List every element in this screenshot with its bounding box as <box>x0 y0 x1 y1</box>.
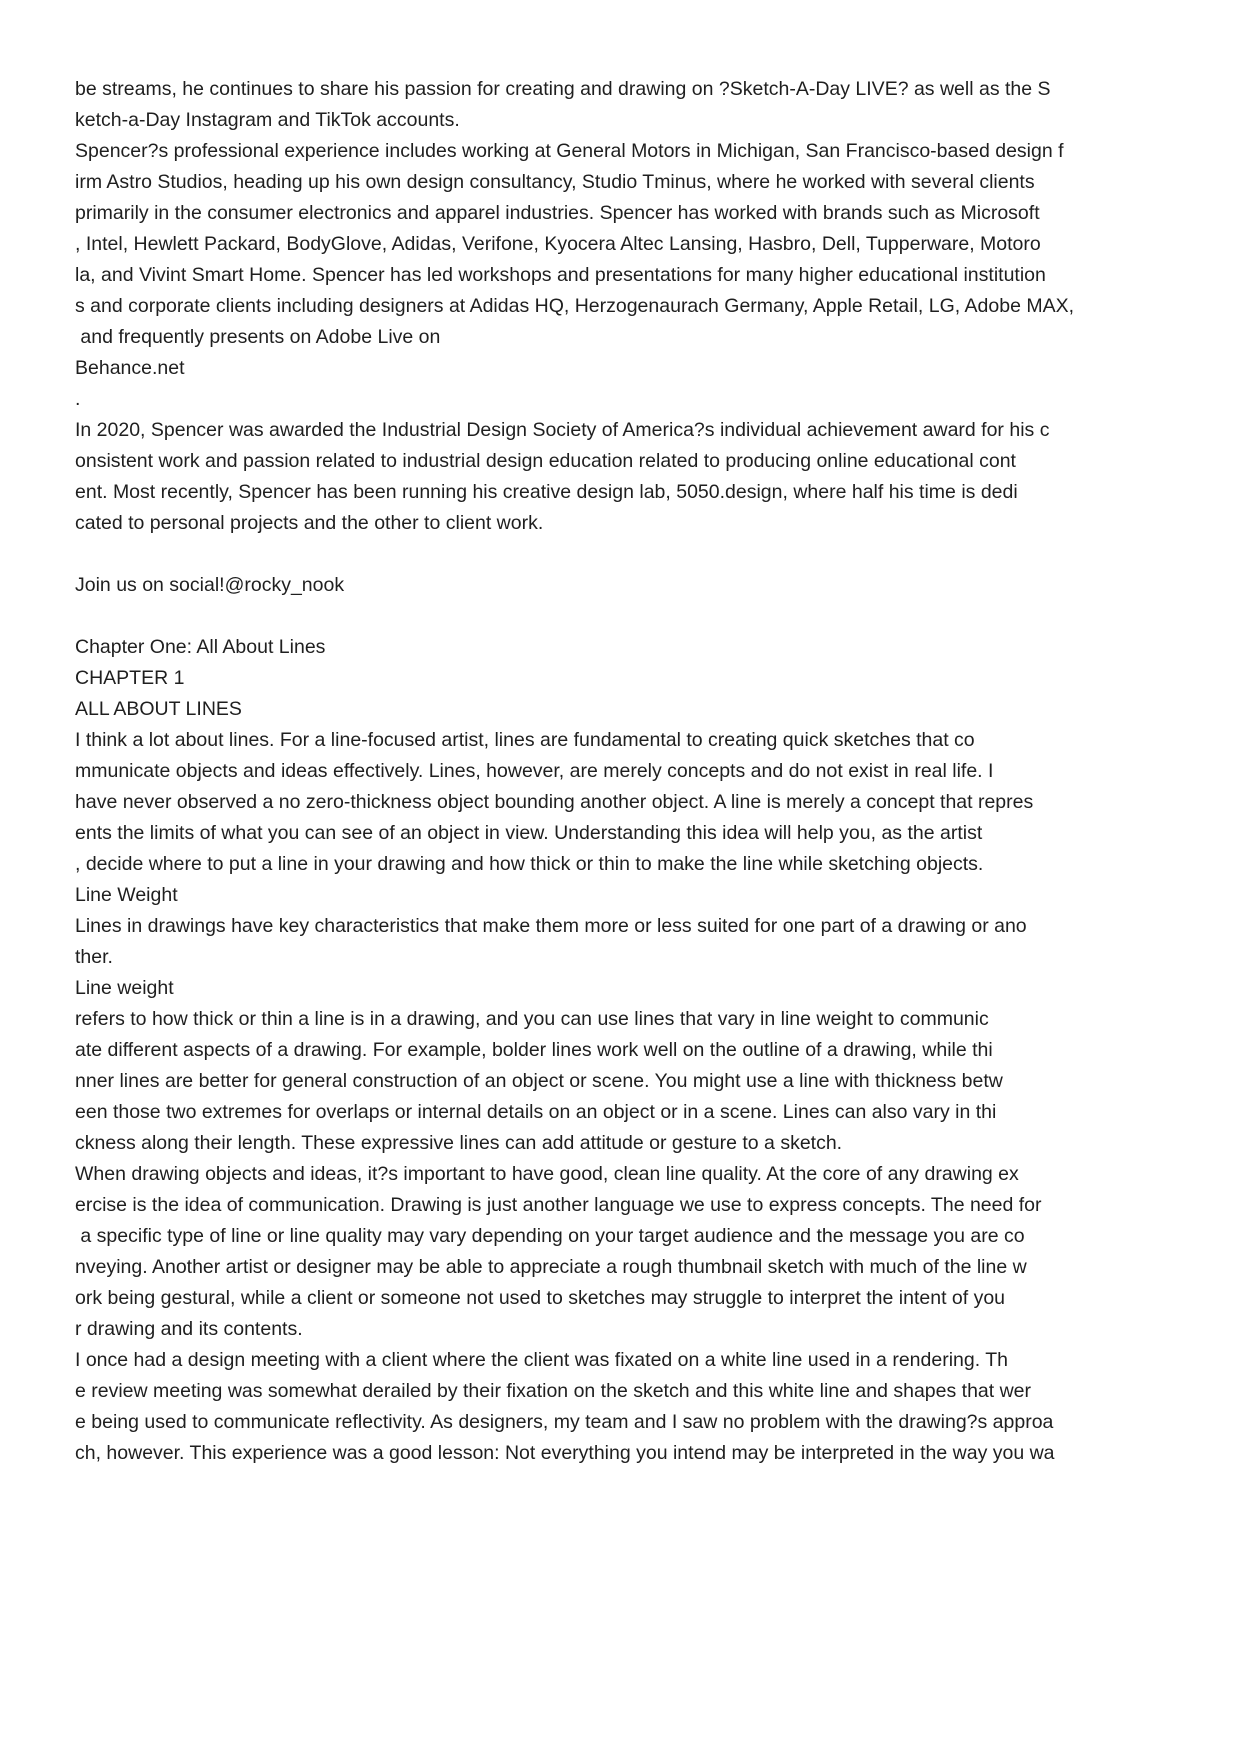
text-line: a specific type of line or line quality may vary depending on your target audience and the message you are co <box>75 1225 1025 1247</box>
text-line: s and corporate clients including designers at Adidas HQ, Herzogenaurach Germany, Apple Retail, LG, Adobe MAX, <box>75 295 1075 317</box>
text-line: nner lines are better for general construction of an object or scene. You might use a line with thickness betw <box>75 1070 1003 1092</box>
text-line: ents the limits of what you can see of an object in view. Understanding this idea will help you, as the artist <box>75 822 983 844</box>
text-line: ch, however. This experience was a good lesson: Not everything you intend may be interpreted in the way you wa <box>75 1442 1055 1464</box>
blank-line <box>75 539 1185 570</box>
document-page <box>75 74 1185 1500</box>
section-heading: Line Weight <box>75 884 178 906</box>
text-line: , decide where to put a line in your drawing and how thick or thin to make the line while sketching objects. <box>75 853 984 875</box>
behance-link-text: Behance.net <box>75 357 185 379</box>
text-line: , Intel, Hewlett Packard, BodyGlove, Adidas, Verifone, Kyocera Altec Lansing, Hasbro, Dell, Tupperware, Motoro <box>75 233 1041 255</box>
text-line: ercise is the idea of communication. Drawing is just another language we use to express concepts. The need for <box>75 1194 1042 1216</box>
text-line: onsistent work and passion related to industrial design education related to producing online educational cont <box>75 450 1016 472</box>
text-line: ate different aspects of a drawing. For example, bolder lines work well on the outline of a drawing, while thi <box>75 1039 993 1061</box>
text-line: have never observed a no zero-thickness object bounding another object. A line is merely a concept that repres <box>75 791 1034 813</box>
text-line: ent. Most recently, Spencer has been running his creative design lab, 5050.design, where half his time is dedi <box>75 481 1018 503</box>
text-line: When drawing objects and ideas, it?s important to have good, clean line quality. At the core of any drawing ex <box>75 1163 1019 1185</box>
text-line: primarily in the consumer electronics and apparel industries. Spencer has worked with brands such as Microsoft <box>75 202 1040 224</box>
text-line: la, and Vivint Smart Home. Spencer has led workshops and presentations for many higher educational institution <box>75 264 1046 286</box>
text-line: In 2020, Spencer was awarded the Industrial Design Society of America?s individual achievement award for his c <box>75 419 1050 441</box>
chapter-number: CHAPTER 1 <box>75 667 185 689</box>
text-line: . <box>75 388 81 410</box>
text-line: cated to personal projects and the other to client work. <box>75 512 544 534</box>
chapter-title: Chapter One: All About Lines <box>75 636 326 658</box>
text-line: ork being gestural, while a client or someone not used to sketches may struggle to interpret the intent of you <box>75 1287 1006 1309</box>
text-line: e review meeting was somewhat derailed by their fixation on the sketch and this white line and shapes that wer <box>75 1380 1032 1402</box>
text-line: Lines in drawings have key characteristics that make them more or less suited for one part of a drawing or ano <box>75 915 1027 937</box>
text-line: Spencer?s professional experience includes working at General Motors in Michigan, San Francisco-based design f <box>75 140 1064 162</box>
blank-line <box>75 601 1185 632</box>
text-line: be streams, he continues to share his passion for creating and drawing on ?Sketch-A-Day LIVE? as well as the S <box>75 78 1051 100</box>
text-line: I once had a design meeting with a client where the client was fixated on a white line used in a rendering. Th <box>75 1349 1008 1371</box>
text-line: een those two extremes for overlaps or internal details on an object or in a scene. Lines can also vary in thi <box>75 1101 997 1123</box>
text-line: ther. <box>75 946 113 968</box>
text-line: mmunicate objects and ideas effectively. Lines, however, are merely concepts and do not exist in real life. I <box>75 760 994 782</box>
term-line: Line weight <box>75 977 174 999</box>
text-line: ckness along their length. These expressive lines can add attitude or gesture to a sketch. <box>75 1132 843 1154</box>
text-line: and frequently presents on Adobe Live on <box>75 326 441 348</box>
text-line: ketch-a-Day Instagram and TikTok accounts. <box>75 109 460 131</box>
text-line: r drawing and its contents. <box>75 1318 303 1340</box>
chapter-heading: ALL ABOUT LINES <box>75 698 242 720</box>
text-line <box>75 1469 1185 1500</box>
text-line: nveying. Another artist or designer may be able to appreciate a rough thumbnail sketch with much of the line w <box>75 1256 1027 1278</box>
text-line: e being used to communicate reflectivity. As designers, my team and I saw no problem with the drawing?s approa <box>75 1411 1054 1433</box>
text-line: refers to how thick or thin a line is in a drawing, and you can use lines that vary in line weight to communic <box>75 1008 989 1030</box>
social-line: Join us on social!@rocky_nook <box>75 574 345 596</box>
text-line: I think a lot about lines. For a line-focused artist, lines are fundamental to creating quick sketches that co <box>75 729 975 751</box>
text-line: irm Astro Studios, heading up his own design consultancy, Studio Tminus, where he worked with several clients <box>75 171 1035 193</box>
